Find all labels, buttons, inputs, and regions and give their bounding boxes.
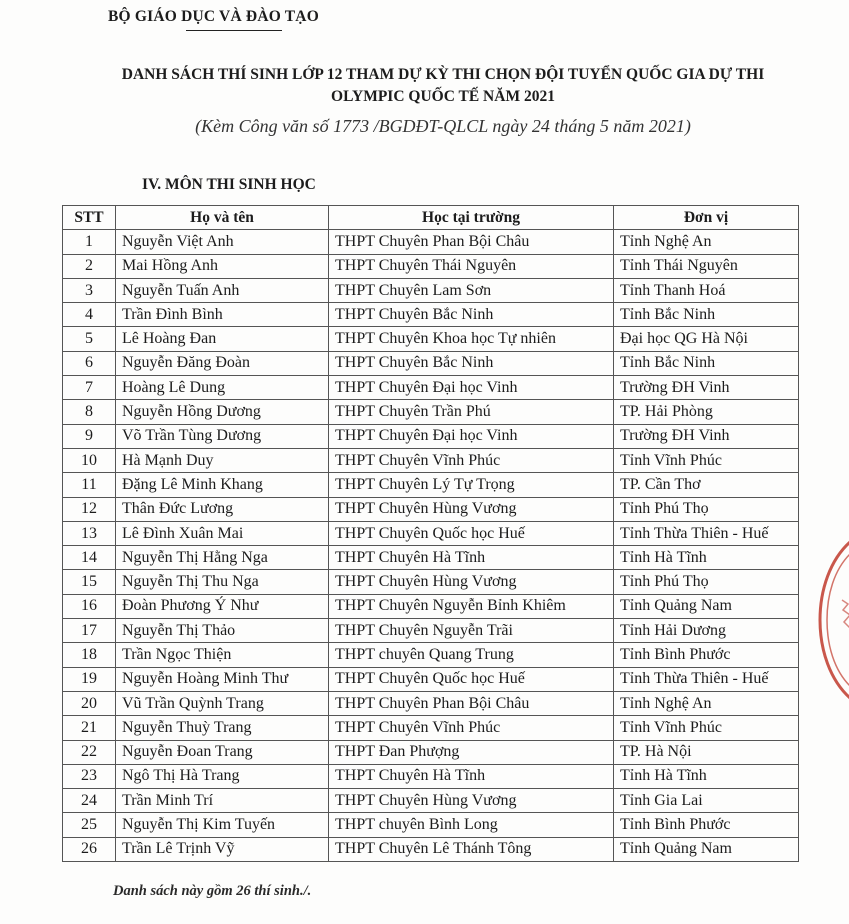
cell-school: THPT Chuyên Bắc Ninh [329,303,614,327]
table-row [63,570,799,594]
cell-school: THPT chuyên Bình Long [329,813,614,837]
table-row [63,351,799,375]
table-row [63,740,799,764]
cell-stt: 19 [63,667,116,691]
cell-unit: TP. Cần Thơ [614,473,799,497]
cell-name: Trần Đình Bình [116,303,329,327]
section-heading: IV. MÔN THI SINH HỌC [142,176,316,193]
cell-name: Nguyễn Tuấn Anh [116,278,329,302]
cell-unit: Trường ĐH Vinh [614,424,799,448]
table-row [63,424,799,448]
cell-unit: Tỉnh Vĩnh Phúc [614,448,799,472]
cell-stt: 18 [63,643,116,667]
table-row [63,473,799,497]
cell-name: Nguyễn Thị Kim Tuyến [116,813,329,837]
cell-stt: 23 [63,764,116,788]
cell-school: THPT Chuyên Lê Thánh Tông [329,837,614,861]
cell-stt: 8 [63,400,116,424]
column-header-name: Họ và tên [116,206,329,230]
cell-stt: 17 [63,619,116,643]
table-header-row [63,206,799,230]
cell-school: THPT Chuyên Đại học Vinh [329,424,614,448]
table-row [63,837,799,861]
cell-name: Nguyễn Hoàng Minh Thư [116,667,329,691]
cell-unit: Tỉnh Thừa Thiên - Huế [614,521,799,545]
cell-stt: 16 [63,594,116,618]
cell-stt: 22 [63,740,116,764]
cell-unit: Tỉnh Quảng Nam [614,594,799,618]
table-row [63,327,799,351]
cell-name: Trần Ngọc Thiện [116,643,329,667]
ministry-name: BỘ GIÁO DỤC VÀ ĐÀO TẠO [108,8,319,25]
cell-school: THPT Chuyên Nguyễn Bỉnh Khiêm [329,594,614,618]
cell-name: Vũ Trần Quỳnh Trang [116,691,329,715]
cell-unit: Tỉnh Thái Nguyên [614,254,799,278]
cell-school: THPT Chuyên Trần Phú [329,400,614,424]
cell-name: Nguyễn Thị Thu Nga [116,570,329,594]
cell-unit: Tỉnh Nghệ An [614,230,799,254]
table-row [63,546,799,570]
cell-stt: 20 [63,691,116,715]
title-line-1: DANH SÁCH THÍ SINH LỚP 12 THAM DỰ KỲ THI CHỌN ĐỘI TUYỂN QUỐC GIA DỰ THI [121,66,765,83]
cell-name: Lê Hoàng Đan [116,327,329,351]
cell-stt: 6 [63,351,116,375]
cell-stt: 7 [63,376,116,400]
cell-stt: 4 [63,303,116,327]
table-row [63,594,799,618]
table-row [63,619,799,643]
cell-name: Trần Minh Trí [116,789,329,813]
column-header-school: Học tại trường [329,206,614,230]
table-row [63,643,799,667]
table-row [63,789,799,813]
table-row [63,376,799,400]
cell-unit: Tỉnh Hà Tĩnh [614,764,799,788]
table-row [63,278,799,302]
cell-school: THPT Chuyên Lý Tự Trọng [329,473,614,497]
cell-stt: 15 [63,570,116,594]
cell-unit: Tỉnh Hà Tĩnh [614,546,799,570]
cell-school: THPT chuyên Quang Trung [329,643,614,667]
cell-name: Nguyễn Thị Thảo [116,619,329,643]
cell-stt: 1 [63,230,116,254]
table-row [63,303,799,327]
cell-unit: Trường ĐH Vinh [614,376,799,400]
cell-name: Lê Đình Xuân Mai [116,521,329,545]
cell-school: THPT Chuyên Lam Sơn [329,278,614,302]
cell-school: THPT Chuyên Quốc học Huế [329,667,614,691]
cell-unit: Tỉnh Gia Lai [614,789,799,813]
cell-name: Đoàn Phương Ý Như [116,594,329,618]
table-row [63,497,799,521]
cell-name: Nguyễn Việt Anh [116,230,329,254]
cell-school: THPT Chuyên Vĩnh Phúc [329,448,614,472]
document-title [60,64,826,108]
document-subtitle: (Kèm Công văn số 1773 /BGDĐT-QLCL ngày 24 tháng 5 năm 2021) [195,116,691,136]
cell-unit: Tỉnh Bắc Ninh [614,351,799,375]
table-row [63,764,799,788]
table-row [63,254,799,278]
column-header-stt: STT [63,206,116,230]
cell-stt: 3 [63,278,116,302]
cell-unit: Tỉnh Bình Phước [614,643,799,667]
cell-unit: Tỉnh Bắc Ninh [614,303,799,327]
cell-school: THPT Chuyên Thái Nguyên [329,254,614,278]
cell-school: THPT Chuyên Bắc Ninh [329,351,614,375]
table-row [63,230,799,254]
ministry-underline [186,30,282,31]
table-row [63,400,799,424]
cell-school: THPT Chuyên Hùng Vương [329,789,614,813]
cell-school: THPT Đan Phượng [329,740,614,764]
cell-name: Nguyễn Đăng Đoàn [116,351,329,375]
table-row [63,691,799,715]
cell-name: Mai Hồng Anh [116,254,329,278]
cell-unit: Tỉnh Phú Thọ [614,570,799,594]
cell-unit: TP. Hải Phòng [614,400,799,424]
cell-stt: 14 [63,546,116,570]
cell-stt: 2 [63,254,116,278]
cell-stt: 11 [63,473,116,497]
cell-stt: 10 [63,448,116,472]
cell-stt: 26 [63,837,116,861]
cell-stt: 25 [63,813,116,837]
cell-unit: Đại học QG Hà Nội [614,327,799,351]
cell-school: THPT Chuyên Phan Bội Châu [329,691,614,715]
cell-unit: Tỉnh Phú Thọ [614,497,799,521]
cell-school: THPT Chuyên Hùng Vương [329,497,614,521]
cell-stt: 21 [63,716,116,740]
cell-name: Trần Lê Trịnh Vỹ [116,837,329,861]
cell-name: Hoàng Lê Dung [116,376,329,400]
cell-unit: Tỉnh Thừa Thiên - Huế [614,667,799,691]
table-row [63,716,799,740]
cell-stt: 12 [63,497,116,521]
cell-name: Nguyễn Hồng Dương [116,400,329,424]
cell-school: THPT Chuyên Đại học Vinh [329,376,614,400]
table-row [63,448,799,472]
cell-stt: 9 [63,424,116,448]
cell-school: THPT Chuyên Phan Bội Châu [329,230,614,254]
cell-school: THPT Chuyên Nguyễn Trãi [329,619,614,643]
cell-name: Thân Đức Lương [116,497,329,521]
red-stamp-seal [812,540,849,700]
cell-stt: 13 [63,521,116,545]
table-row [63,667,799,691]
cell-name: Nguyễn Thuỳ Trang [116,716,329,740]
cell-name: Hà Mạnh Duy [116,448,329,472]
cell-name: Đặng Lê Minh Khang [116,473,329,497]
cell-school: THPT Chuyên Hà Tĩnh [329,546,614,570]
cell-unit: Tỉnh Quảng Nam [614,837,799,861]
table-row [63,813,799,837]
cell-stt: 24 [63,789,116,813]
cell-unit: TP. Hà Nội [614,740,799,764]
cell-name: Nguyễn Đoan Trang [116,740,329,764]
table-row [63,521,799,545]
cell-stt: 5 [63,327,116,351]
candidate-table [62,205,799,862]
cell-unit: Tỉnh Hải Dương [614,619,799,643]
cell-unit: Tỉnh Nghệ An [614,691,799,715]
cell-school: THPT Chuyên Hùng Vương [329,570,614,594]
footer-note: Danh sách này gồm 26 thí sinh./. [113,883,312,899]
cell-name: Ngô Thị Hà Trang [116,764,329,788]
cell-unit: Tỉnh Thanh Hoá [614,278,799,302]
cell-name: Võ Trần Tùng Dương [116,424,329,448]
cell-school: THPT Chuyên Quốc học Huế [329,521,614,545]
cell-unit: Tỉnh Vĩnh Phúc [614,716,799,740]
title-line-2: OLYMPIC QUỐC TẾ NĂM 2021 [331,88,555,105]
cell-school: THPT Chuyên Khoa học Tự nhiên [329,327,614,351]
cell-unit: Tỉnh Bình Phước [614,813,799,837]
cell-name: Nguyễn Thị Hằng Nga [116,546,329,570]
cell-school: THPT Chuyên Hà Tĩnh [329,764,614,788]
column-header-unit: Đơn vị [614,206,799,230]
cell-school: THPT Chuyên Vĩnh Phúc [329,716,614,740]
